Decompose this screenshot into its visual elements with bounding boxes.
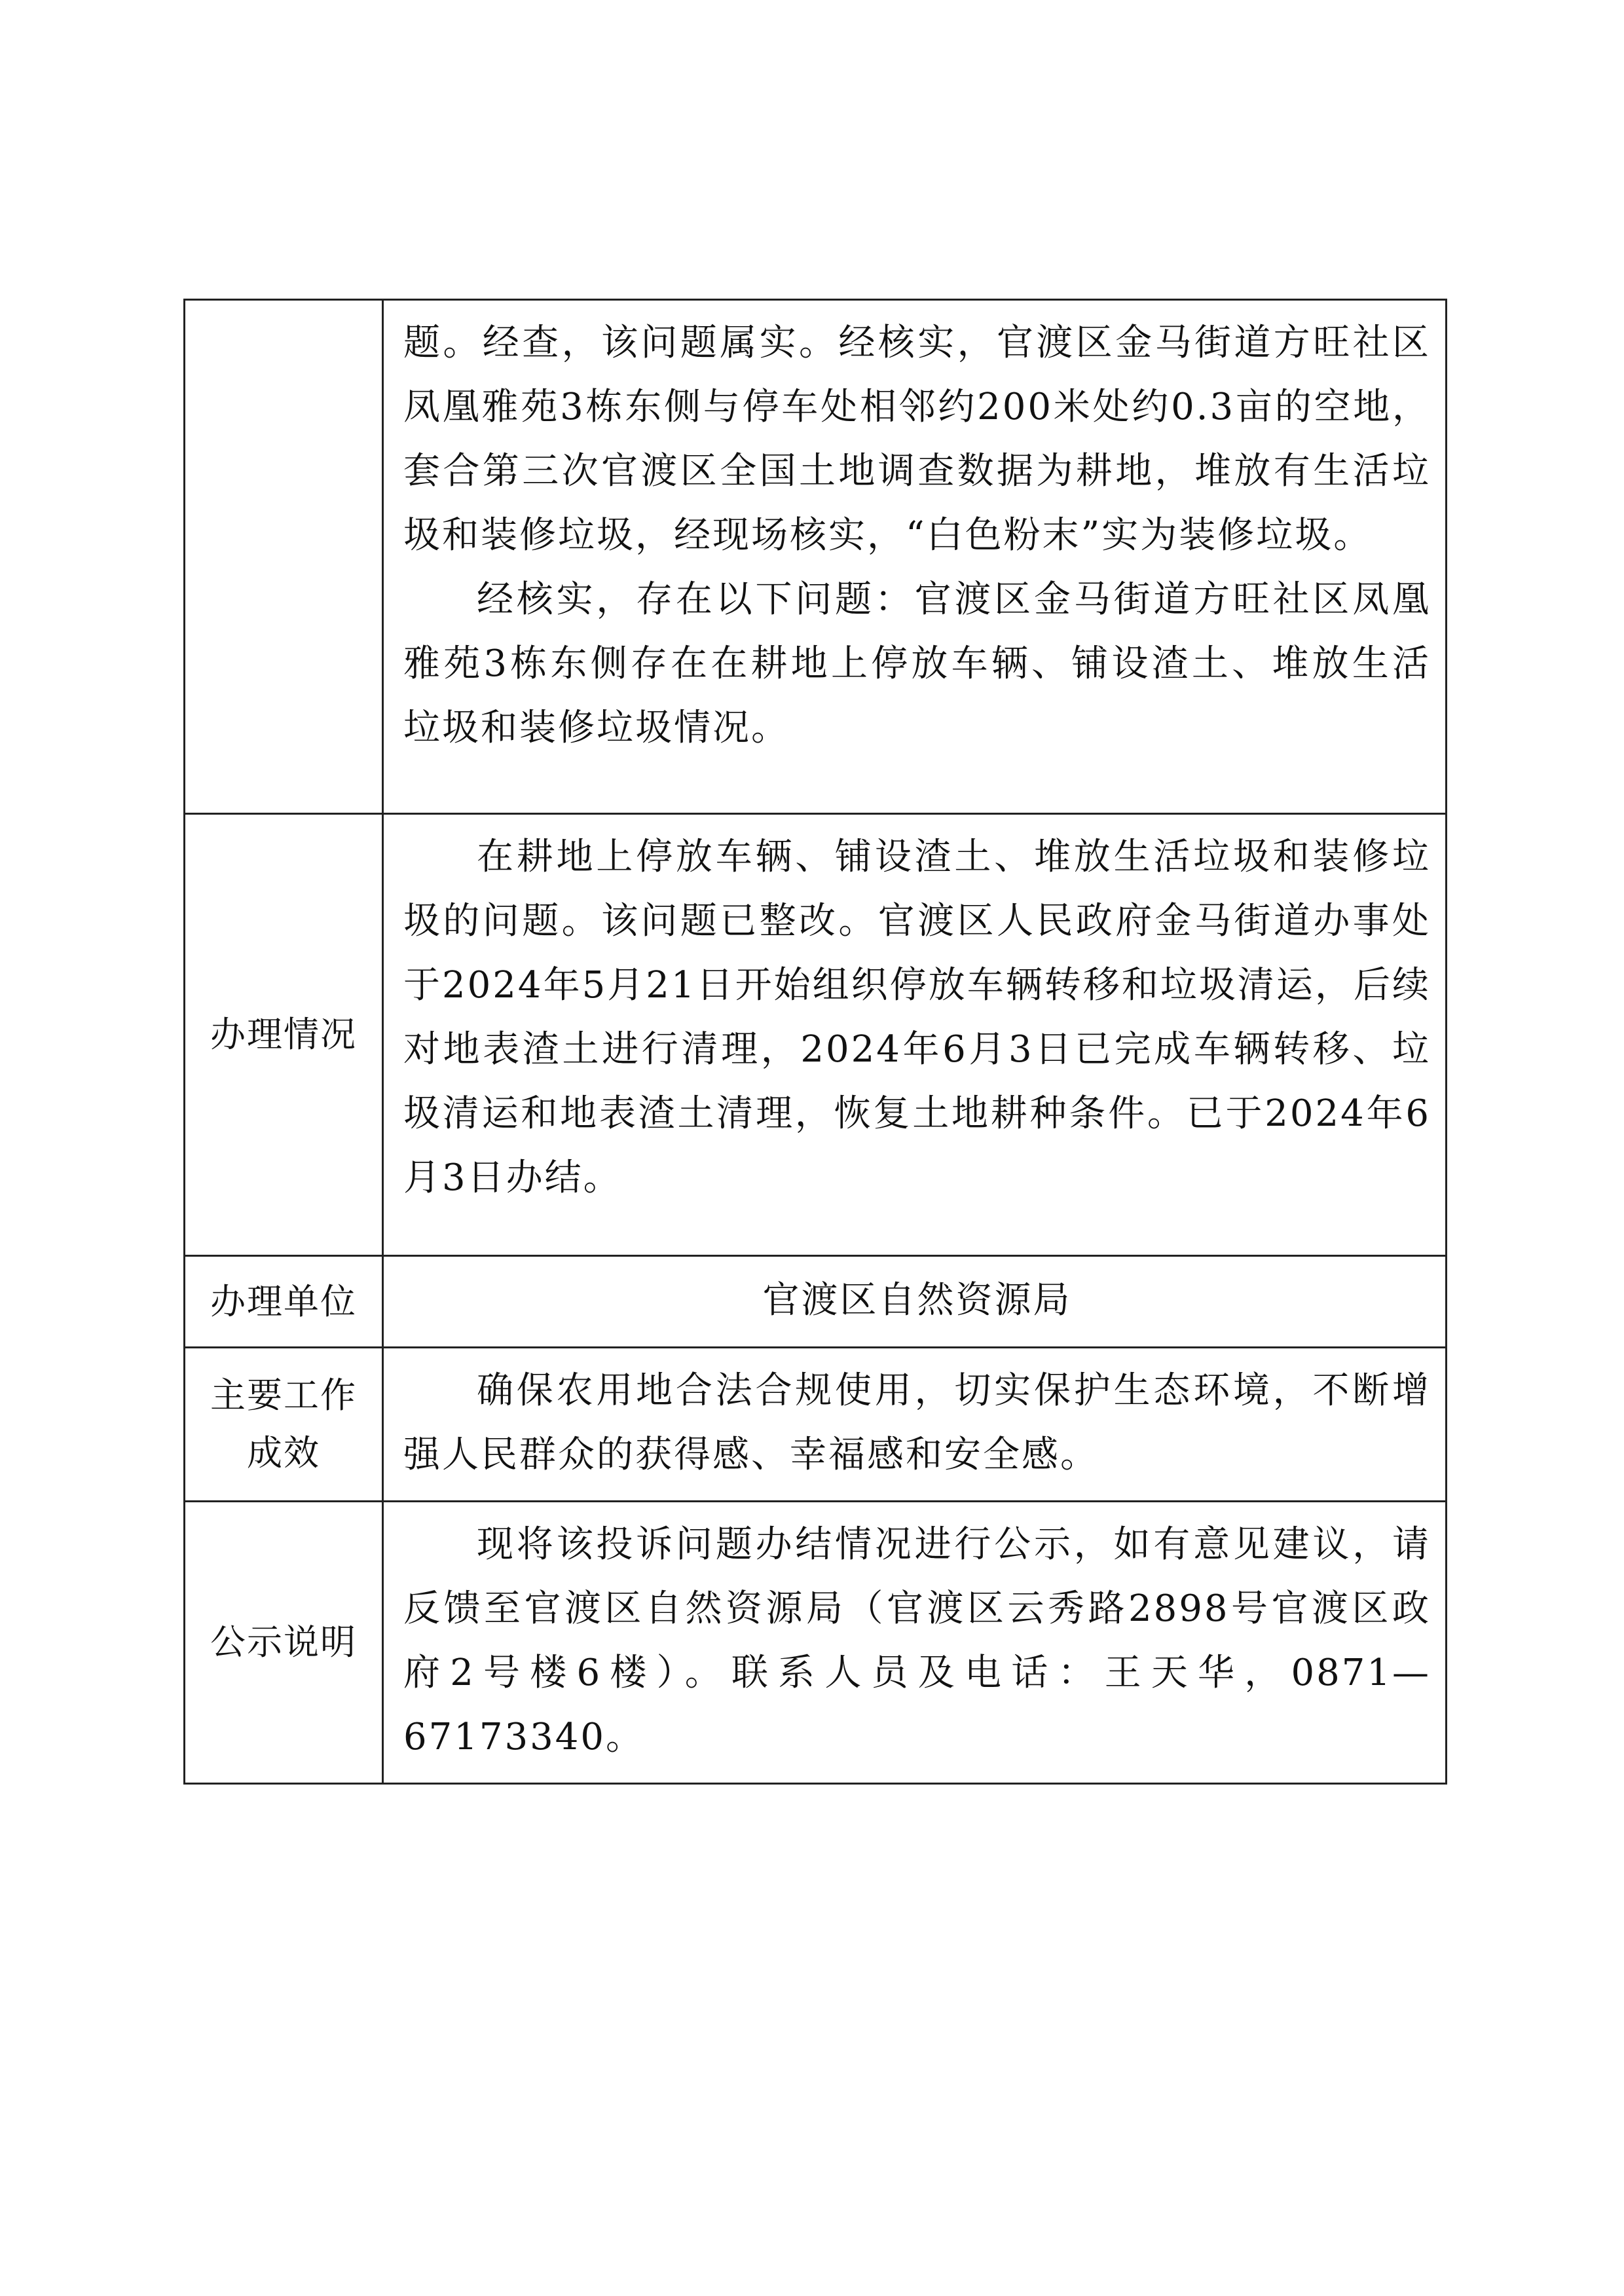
row-label-handling: 办理情况 [185, 814, 383, 1256]
table-row-findings [185, 300, 1447, 814]
findings-paragraph-1: 题。经查，该问题属实。经核实，官渡区金马街道方旺社区凤凰雅苑3栋东侧与停车处相邻约200米处约0.3亩的空地，套合第三次官渡区全国土地调查数据为耕地，堆放有生活垃圾和装修垃圾，经现场核实，“白色粉末”实为装修垃圾。 [403, 322, 1431, 557]
table-row-effect [185, 1348, 1447, 1502]
table-row-notice [185, 1502, 1447, 1784]
notice-content [383, 1502, 1447, 1784]
handling-content [383, 814, 1447, 1256]
effect-content [383, 1348, 1447, 1502]
findings-paragraph-2: 经核实，存在以下问题：官渡区金马街道方旺社区凤凰雅苑3栋东侧存在在耕地上停放车辆、铺设渣土、堆放生活垃圾和装修垃圾情况。 [403, 578, 1431, 749]
effect-paragraph: 确保农用地合法合规使用，切实保护生态环境，不断增强人民群众的获得感、幸福感和安全感。 [403, 1369, 1431, 1476]
notice-table [183, 299, 1447, 1785]
row-label-effect [185, 1348, 383, 1502]
unit-value: 官渡区自然资源局 [383, 1256, 1447, 1348]
notice-paragraph: 现将该投诉问题办结情况进行公示，如有意见建议，请反馈至官渡区自然资源局（官渡区云秀路2898号官渡区政府2号楼6楼）。联系人员及电话：王天华，0871—67173340。 [403, 1523, 1431, 1758]
findings-content [383, 300, 1447, 814]
row-label-unit: 办理单位 [185, 1256, 383, 1348]
row-label-empty [185, 300, 383, 814]
table-row-handling [185, 814, 1447, 1256]
row-label-effect-line2: 成效 [247, 1432, 320, 1473]
table-row-unit [185, 1256, 1447, 1348]
handling-paragraph: 在耕地上停放车辆、铺设渣土、堆放生活垃圾和装修垃圾的问题。该问题已整改。官渡区人民政府金马街道办事处于2024年5月21日开始组织停放车辆转移和垃圾清运，后续对地表渣土进行清理，2024年6月3日已完成车辆转移、垃圾清运和地表渣土清理，恢复土地耕种条件。已于2024年6月3日办结。 [403, 836, 1431, 1199]
row-label-notice: 公示说明 [185, 1502, 383, 1784]
row-label-effect-line1: 主要工作 [210, 1375, 357, 1416]
